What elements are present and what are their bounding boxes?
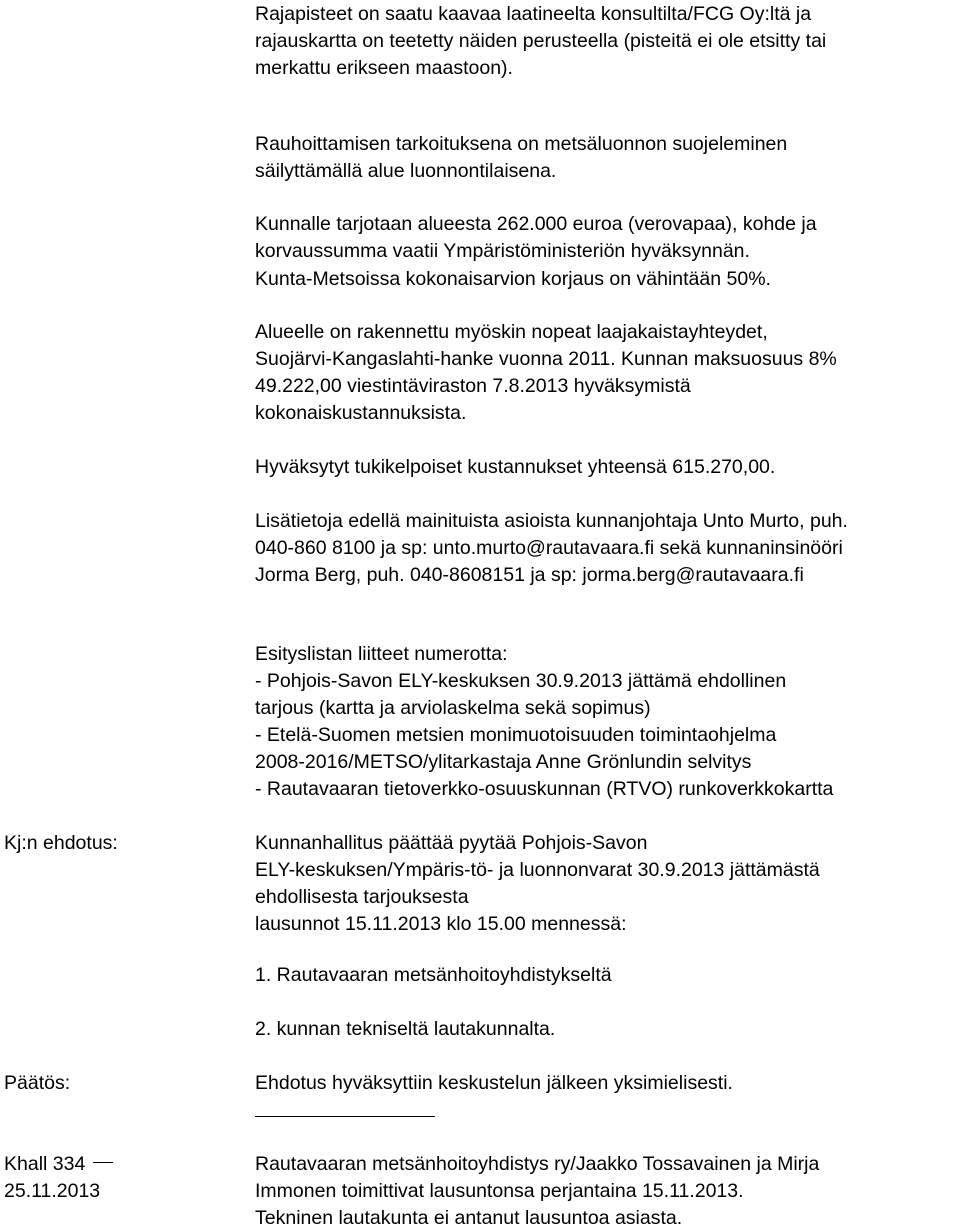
attachment-item: - Etelä-Suomen metsien monimuotoisuuden toimintaohjelma — [255, 724, 777, 746]
body-text-line: rajauskartta on teetetty näiden perusteella (pisteitä ei ole etsitty tai — [255, 30, 827, 52]
body-text-line: Lisätietoja edellä mainituista asioista kunnanjohtaja Unto Murto, puh. — [255, 510, 848, 532]
body-text-line: Kunnalle tarjotaan alueesta 262.000 euroa (verovapaa), kohde ja — [255, 213, 817, 235]
body-text-line: 040-860 8100 ja sp: unto.murto@rautavaara.fi sekä kunnaninsinööri — [255, 537, 843, 559]
proposal-label: Kj:n ehdotus: — [4, 832, 118, 854]
khall-label — [4, 1151, 113, 1178]
body-text-line: Kunta-Metsoissa kokonaisarvion korjaus on vähintään 50%. — [255, 268, 771, 290]
decision-text: Ehdotus hyväksyttiin keskustelun jälkeen yksimielisesti. — [255, 1072, 733, 1094]
body-text-line: merkattu erikseen maastoon). — [255, 57, 513, 79]
khall-date: 25.11.2013 — [4, 1180, 101, 1202]
proposal-list-item: 2. kunnan tekniseltä lautakunnalta. — [255, 1018, 556, 1040]
body-text-line: Jorma Berg, puh. 040-8608151 ja sp: jorma.berg@rautavaara.fi — [255, 564, 804, 586]
proposal-text-line: lausunnot 15.11.2013 klo 15.00 mennessä: — [255, 913, 627, 935]
proposal-text-line: Kunnanhallitus päättää pyytää Pohjois-Savon — [255, 832, 648, 854]
body-text-line: Alueelle on rakennettu myöskin nopeat laajakaistayhteydet, — [255, 321, 768, 343]
body-text-line: Hyväksytyt tukikelpoiset kustannukset yhteensä 615.270,00. — [255, 456, 776, 478]
attachments-heading: Esityslistan liitteet numerotta: — [255, 643, 508, 665]
khall-text-line: Immonen toimittivat lausuntonsa perjantaina 15.11.2013. — [255, 1180, 744, 1202]
section-divider — [255, 1116, 435, 1117]
body-text-line: säilyttämällä alue luonnontilaisena. — [255, 160, 557, 182]
khall-text-line: Tekninen lautakunta ei antanut lausuntoa asiasta. — [255, 1207, 683, 1229]
body-text-line: kokonaiskustannuksista. — [255, 402, 467, 424]
body-text-line: Suojärvi-Kangaslahti-hanke vuonna 2011. Kunnan maksuosuus 8% — [255, 348, 837, 370]
body-text-line: Rauhoittamisen tarkoituksena on metsäluonnon suojeleminen — [255, 133, 788, 155]
body-text-line: korvaussumma vaatii Ympäristöministeriön hyväksynnän. — [255, 240, 750, 262]
dash-mark — [93, 1162, 113, 1163]
attachment-item: - Rautavaaran tietoverkko-osuuskunnan (RTVO) runkoverkkokartta — [255, 778, 834, 800]
body-text-line: 49.222,00 viestintäviraston 7.8.2013 hyväksymistä — [255, 375, 691, 397]
attachment-item: 2008-2016/METSO/ylitarkastaja Anne Grönlundin selvitys — [255, 751, 752, 773]
attachment-item: tarjous (kartta ja arviolaskelma sekä sopimus) — [255, 697, 651, 719]
proposal-text-line: ehdollisesta tarjouksesta — [255, 886, 469, 908]
attachment-item: - Pohjois-Savon ELY-keskuksen 30.9.2013 jättämä ehdollinen — [255, 670, 787, 692]
body-text-line: Rajapisteet on saatu kaavaa laatineelta konsultilta/FCG Oy:ltä ja — [255, 3, 812, 25]
decision-label: Päätös: — [4, 1072, 71, 1094]
khall-text-line: Rautavaaran metsänhoitoyhdistys ry/Jaakko Tossavainen ja Mirja — [255, 1153, 820, 1175]
khall-number: Khall 334 — [4, 1153, 86, 1175]
proposal-text-line: ELY-keskuksen/Ympäris-tö- ja luonnonvarat 30.9.2013 jättämästä — [255, 859, 820, 881]
proposal-list-item: 1. Rautavaaran metsänhoitoyhdistykseltä — [255, 964, 612, 986]
